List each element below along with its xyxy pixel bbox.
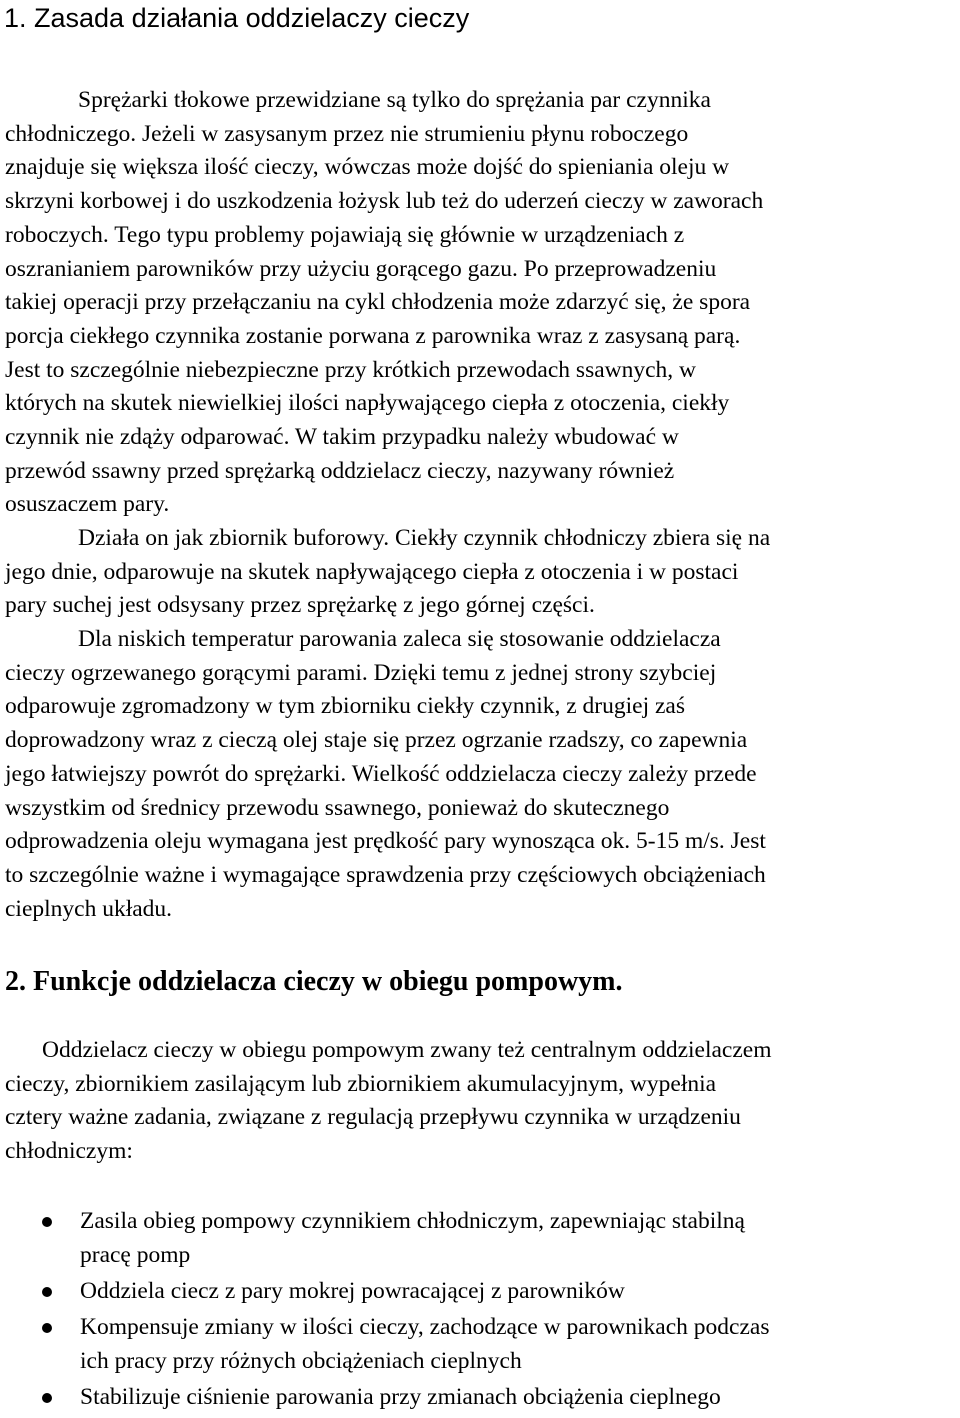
text-line: oszranianiem parowników przy użyciu gorącego gazu. Po przeprowadzeniu bbox=[5, 255, 717, 282]
text-line: Działa on jak zbiornik buforowy. Ciekły czynnik chłodniczy zbiera się na bbox=[78, 525, 771, 551]
text-line: roboczych. Tego typu problemy pojawiają się głównie w urządzeniach z bbox=[5, 221, 685, 248]
paragraph-2 bbox=[5, 522, 957, 623]
list-item bbox=[0, 1275, 960, 1309]
text-line: Stabilizuje ciśnienie parowania przy zmianach obciążenia cieplnego bbox=[80, 1384, 721, 1411]
text-line: osuszaczem pary. bbox=[5, 491, 170, 518]
bullet-icon bbox=[42, 1217, 52, 1227]
list-item bbox=[0, 1311, 960, 1378]
text-line: jego dnie, odparowuje na skutek napływającego ciepła z otoczenia i w postaci bbox=[5, 558, 739, 585]
text-line: doprowadzony wraz z cieczą olej staje się przez ogrzanie rzadszy, co zapewnia bbox=[5, 727, 748, 754]
bullet-icon bbox=[42, 1323, 52, 1333]
text-line: odprowadzenia oleju wymagana jest prędkość pary wynosząca ok. 5-15 m/s. Jest bbox=[5, 828, 766, 855]
text-line: Jest to szczególnie niebezpieczne przy krótkich przewodach ssawnych, w bbox=[5, 356, 697, 383]
text-line: odparowuje zgromadzony w tym zbiorniku ciekły czynnik, z drugiej zaś bbox=[5, 693, 685, 720]
text-line: Dla niskich temperatur parowania zaleca się stosowanie oddzielacza bbox=[78, 626, 721, 652]
text-line: znajduje się większa ilość cieczy, wówczas może dojść do spieniania oleju w bbox=[5, 154, 730, 181]
text-line: skrzyni korbowej i do uszkodzenia łożysk lub też do uderzeń cieczy w zaworach bbox=[5, 188, 764, 215]
text-line: przewód ssawny przed sprężarką oddzielacz cieczy, nazywany również bbox=[5, 457, 675, 484]
text-line: czynnik nie zdąży odparować. W takim przypadku należy wbudować w bbox=[5, 424, 679, 451]
text-line: Sprężarki tłokowe przewidziane są tylko do sprężania par czynnika bbox=[78, 87, 711, 113]
section-2-heading: 2. Funkcje oddzielacza cieczy w obiegu pompowym. bbox=[5, 966, 623, 997]
text-line: pary suchej jest odsysany przez sprężarkę z jego górnej części. bbox=[5, 592, 595, 619]
paragraph-1 bbox=[5, 84, 957, 522]
text-line: wszystkim od średnicy przewodu ssawnego, ponieważ do skutecznego bbox=[5, 794, 670, 821]
bullet-icon bbox=[42, 1393, 52, 1403]
text-line: Oddzielacz cieczy w obiegu pompowym zwany też centralnym oddzielaczem bbox=[42, 1037, 772, 1063]
section-1-heading: 1. Zasada działania oddzielaczy cieczy bbox=[4, 3, 470, 33]
text-line: jego łatwiejszy powrót do sprężarki. Wielkość oddzielacza cieczy zależy przede bbox=[5, 760, 757, 787]
text-line: cieczy ogrzewanego gorącymi parami. Dzięki temu z jednej strony szybciej bbox=[5, 659, 717, 686]
list-item bbox=[0, 1205, 960, 1272]
text-line: takiej operacji przy przełączaniu na cykl chłodzenia może zdarzyć się, że spora bbox=[5, 289, 751, 316]
text-line: to szczególnie ważne i wymagające sprawdzenia przy częściowych obciążeniach bbox=[5, 861, 766, 888]
list-item bbox=[0, 1381, 960, 1415]
text-line: chłodniczego. Jeżeli w zasysanym przez nie strumieniu płynu roboczego bbox=[5, 120, 689, 147]
bullet-icon bbox=[42, 1287, 52, 1297]
text-line: Oddziela ciecz z pary mokrej powracającej z parowników bbox=[80, 1278, 625, 1304]
bullet-list bbox=[0, 1205, 960, 1418]
text-line: chłodniczym: bbox=[5, 1138, 133, 1165]
text-line: których na skutek niewielkiej ilości napływającego ciepła z otoczenia, ciekły bbox=[5, 390, 730, 417]
paragraph-3 bbox=[5, 623, 957, 926]
text-line: porcja ciekłego czynnika zostanie porwana z parownika wraz z zasysaną parą. bbox=[5, 322, 741, 349]
text-line: cieczy, zbiornikiem zasilającym lub zbiornikiem akumulacyjnym, wypełnia bbox=[5, 1070, 717, 1097]
section-2-intro bbox=[5, 1034, 957, 1169]
text-line: Kompensuje zmiany w ilości cieczy, zachodzące w parownikach podczas bbox=[80, 1314, 770, 1341]
text-line: cztery ważne zadania, związane z regulacją przepływu czynnika w urządzeniu bbox=[5, 1104, 741, 1131]
text-line: cieplnych układu. bbox=[5, 895, 173, 922]
text-line: ich pracy przy różnych obciążeniach cieplnych bbox=[80, 1348, 522, 1374]
text-line: pracę pomp bbox=[80, 1241, 191, 1268]
text-line: Zasila obieg pompowy czynnikiem chłodniczym, zapewniając stabilną bbox=[80, 1208, 745, 1234]
